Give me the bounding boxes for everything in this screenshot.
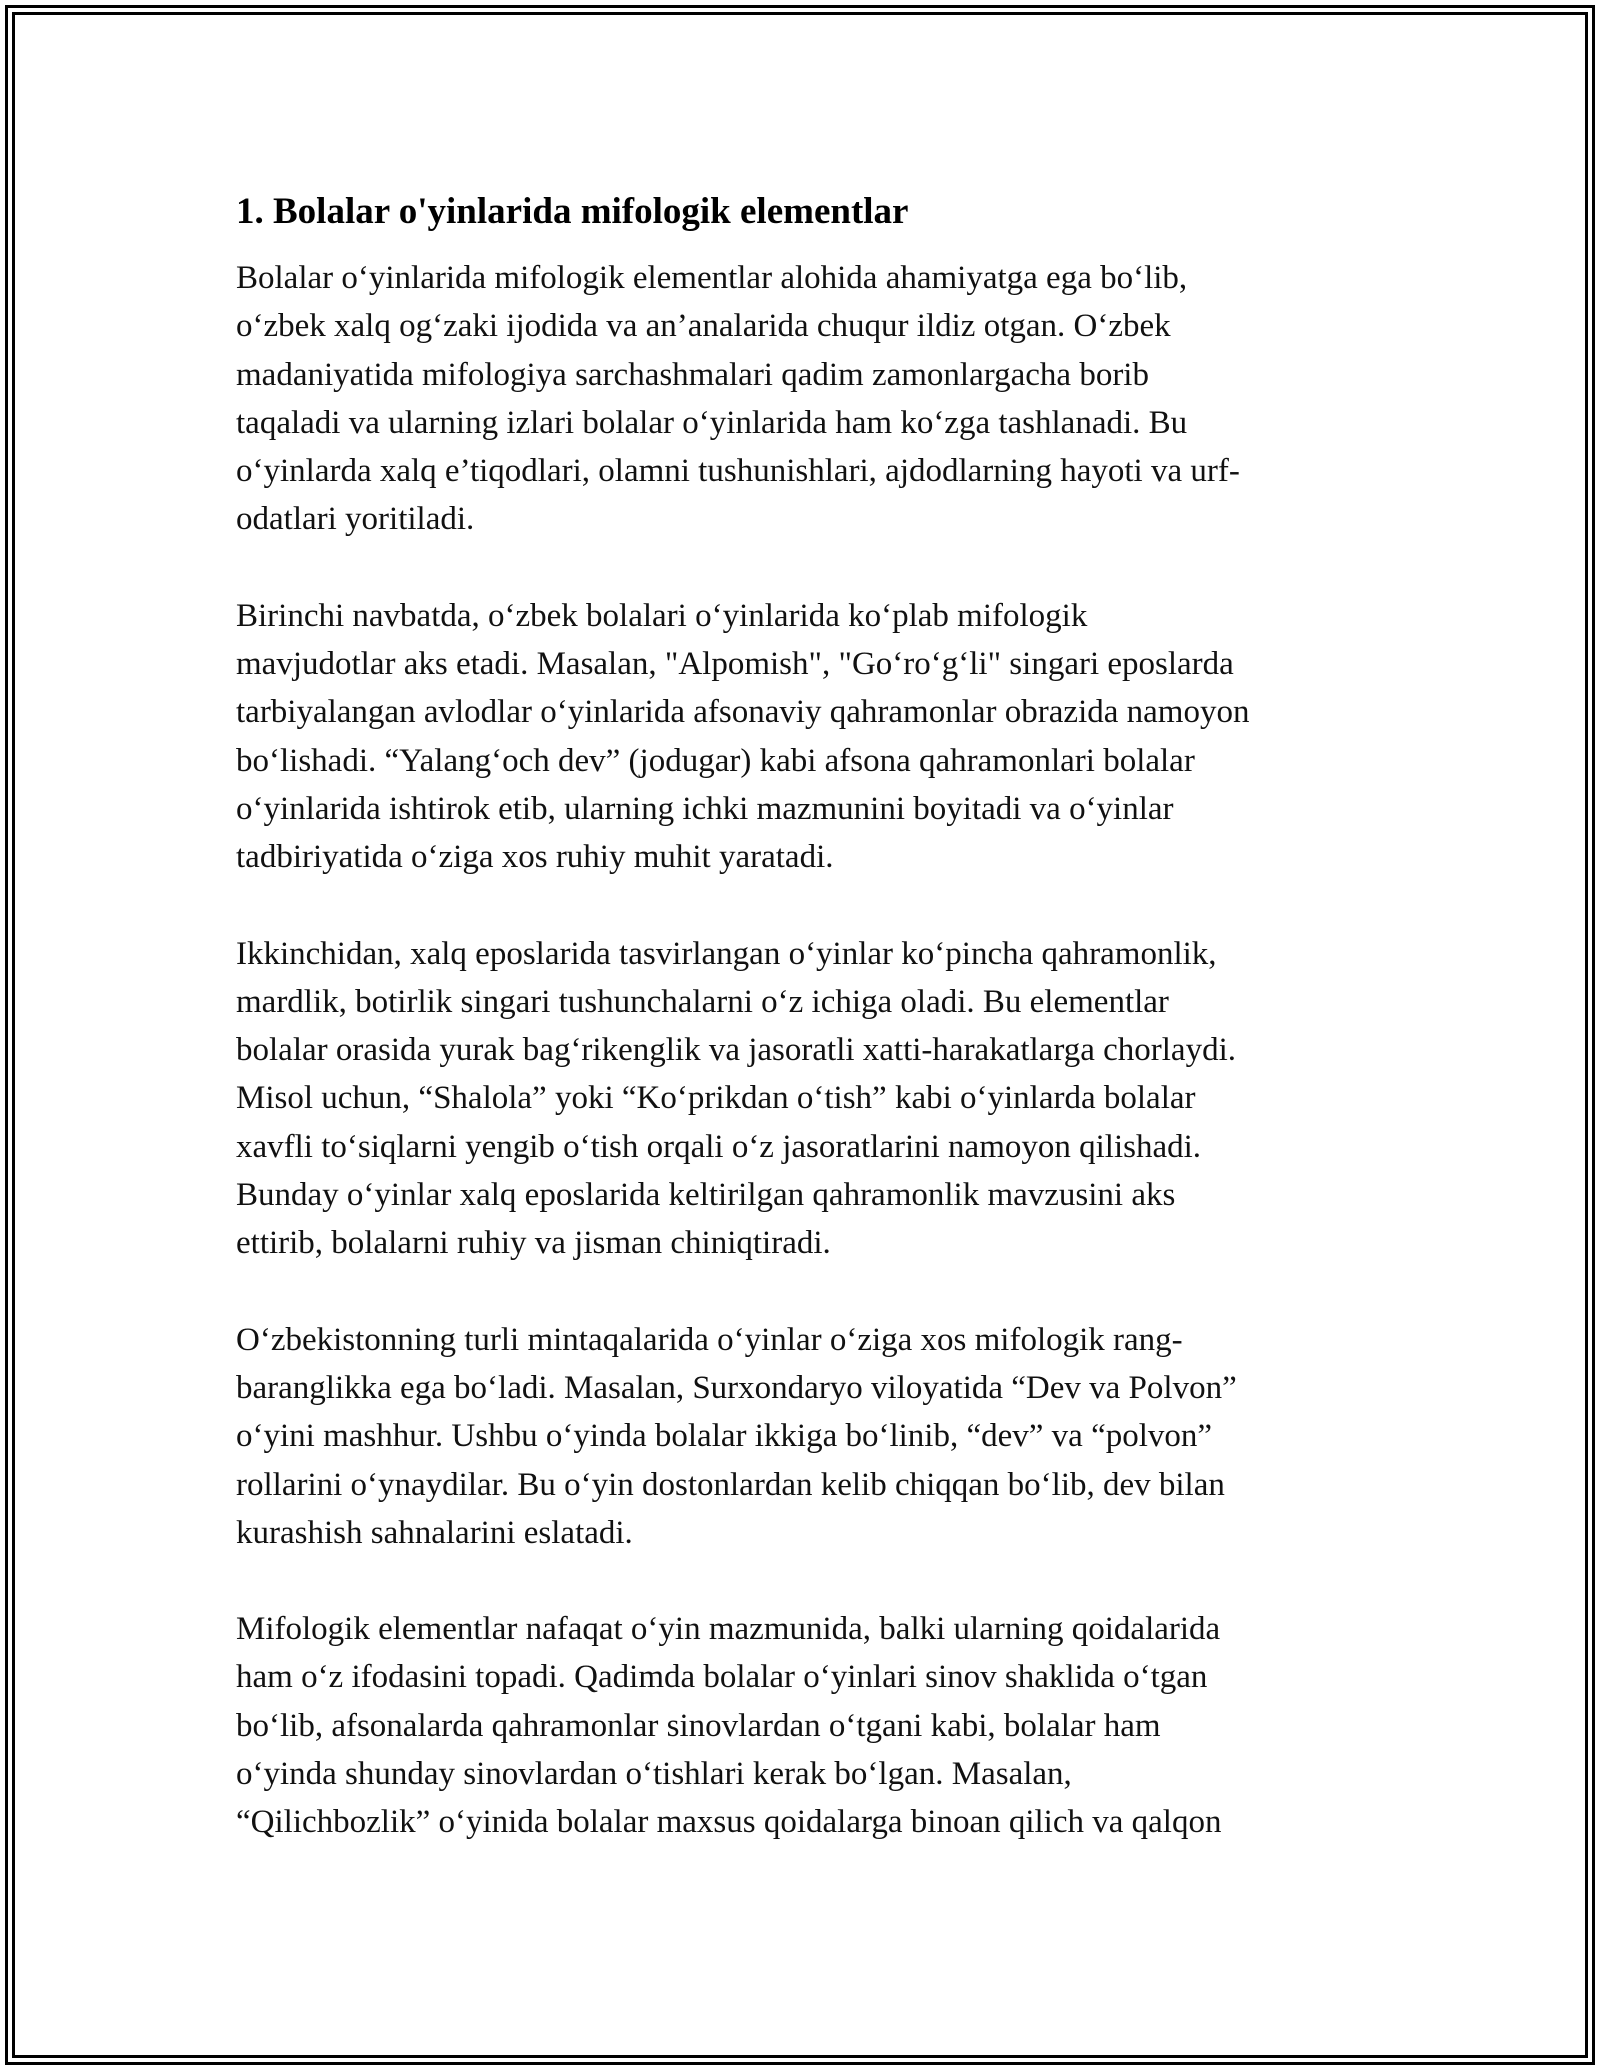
paragraph-1 [236, 254, 1370, 544]
text-line: O‘zbekistonning turli mintaqalarida o‘yinlar o‘ziga xos mifologik rang- [236, 1321, 1183, 1358]
text-line: bolalar orasida yurak bag‘rikenglik va jasoratli xatti-harakatlarga chorlaydi. [236, 1032, 1236, 1069]
text-line: tadbiriyatida o‘ziga xos ruhiy muhit yaratadi. [236, 839, 834, 876]
text-line: ham o‘z ifodasini topadi. Qadimda bolalar o‘yinlari sinov shaklida o‘tgan [236, 1659, 1208, 1696]
text-line: Bolalar o‘yinlarida mifologik elementlar alohida ahamiyatga ega bo‘lib, [236, 260, 1188, 296]
text-line: bo‘lishadi. “Yalang‘och dev” (jodugar) kabi afsona qahramonlari bolalar [236, 742, 1195, 779]
text-line: ettirib, bolalarni ruhiy va jisman chiniqtiradi. [236, 1225, 831, 1262]
text-line: o‘zbek xalq og‘zaki ijodida va an’analarida chuqur ildiz otgan. O‘zbek [236, 308, 1171, 345]
text-line: odatlari yoritiladi. [236, 501, 475, 538]
text-line: mavjudotlar aks etadi. Masalan, "Alpomish", "Go‘ro‘g‘li" singari eposlarda [236, 646, 1234, 683]
text-line: kurashish sahnalarini eslatadi. [236, 1514, 633, 1551]
text-line: o‘yini mashhur. Ushbu o‘yinda bolalar ikkiga bo‘linib, “dev” va “polvon” [236, 1418, 1213, 1455]
text-line: Birinchi navbatda, o‘zbek bolalari o‘yinlarida ko‘plab mifologik [236, 597, 1088, 634]
text-line: mardlik, botirlik singari tushunchalarni o‘z ichiga oladi. Bu elementlar [236, 983, 1169, 1020]
text-line: Mifologik elementlar nafaqat o‘yin mazmunida, balki ularning qoidalarida [236, 1611, 1221, 1648]
text-line: Bunday o‘yinlar xalq eposlarida keltirilgan qahramonlik mavzusini aks [236, 1177, 1176, 1214]
section-heading: 1. Bolalar o'yinlarida mifologik elementlar [236, 191, 909, 232]
paragraph-2 [236, 592, 1370, 882]
paragraph-3 [236, 930, 1370, 1268]
paragraph-4 [236, 1316, 1370, 1557]
text-line: o‘yinda shunday sinovlardan o‘tishlari kerak bo‘lgan. Masalan, [236, 1756, 1072, 1793]
text-line: Misol uchun, “Shalola” yoki “Ko‘prikdan o‘tish” kabi o‘yinlarda bolalar [236, 1080, 1196, 1117]
text-line: “Qilichbozlik” o‘yinida bolalar maxsus qoidalarga binoan qilich va qalqon [236, 1804, 1222, 1841]
text-line: xavfli to‘siqlarni yengib o‘tish orqali o‘z jasoratlarini namoyon qilishadi. [236, 1128, 1202, 1165]
text-line: madaniyatida mifologiya sarchashmalari qadim zamonlargacha borib [236, 356, 1149, 393]
text-line: rollarini o‘ynaydilar. Bu o‘yin dostonlardan kelib chiqqan bo‘lib, dev bilan [236, 1466, 1225, 1503]
text-line: baranglikka ega bo‘ladi. Masalan, Surxondaryo viloyatida “Dev va Polvon” [236, 1369, 1237, 1406]
text-line: o‘yinlarida ishtirok etib, ularning ichki mazmunini boyitadi va o‘yinlar [236, 790, 1174, 827]
paragraph-5 [236, 1605, 1370, 1846]
document-body [236, 186, 1370, 1895]
text-line: taqaladi va ularning izlari bolalar o‘yinlarida ham ko‘zga tashlanadi. Bu [236, 404, 1188, 441]
text-line: Ikkinchidan, xalq eposlarida tasvirlangan o‘yinlar ko‘pincha qahramonlik, [236, 935, 1217, 972]
text-line: tarbiyalangan avlodlar o‘yinlarida afsonaviy qahramonlar obrazida namoyon [236, 694, 1250, 731]
text-line: bo‘lib, afsonalarda qahramonlar sinovlardan o‘tgani kabi, bolalar ham [236, 1707, 1161, 1744]
text-line: o‘yinlarda xalq e’tiqodlari, olamni tushunishlari, ajdodlarning hayoti va urf- [236, 453, 1240, 490]
